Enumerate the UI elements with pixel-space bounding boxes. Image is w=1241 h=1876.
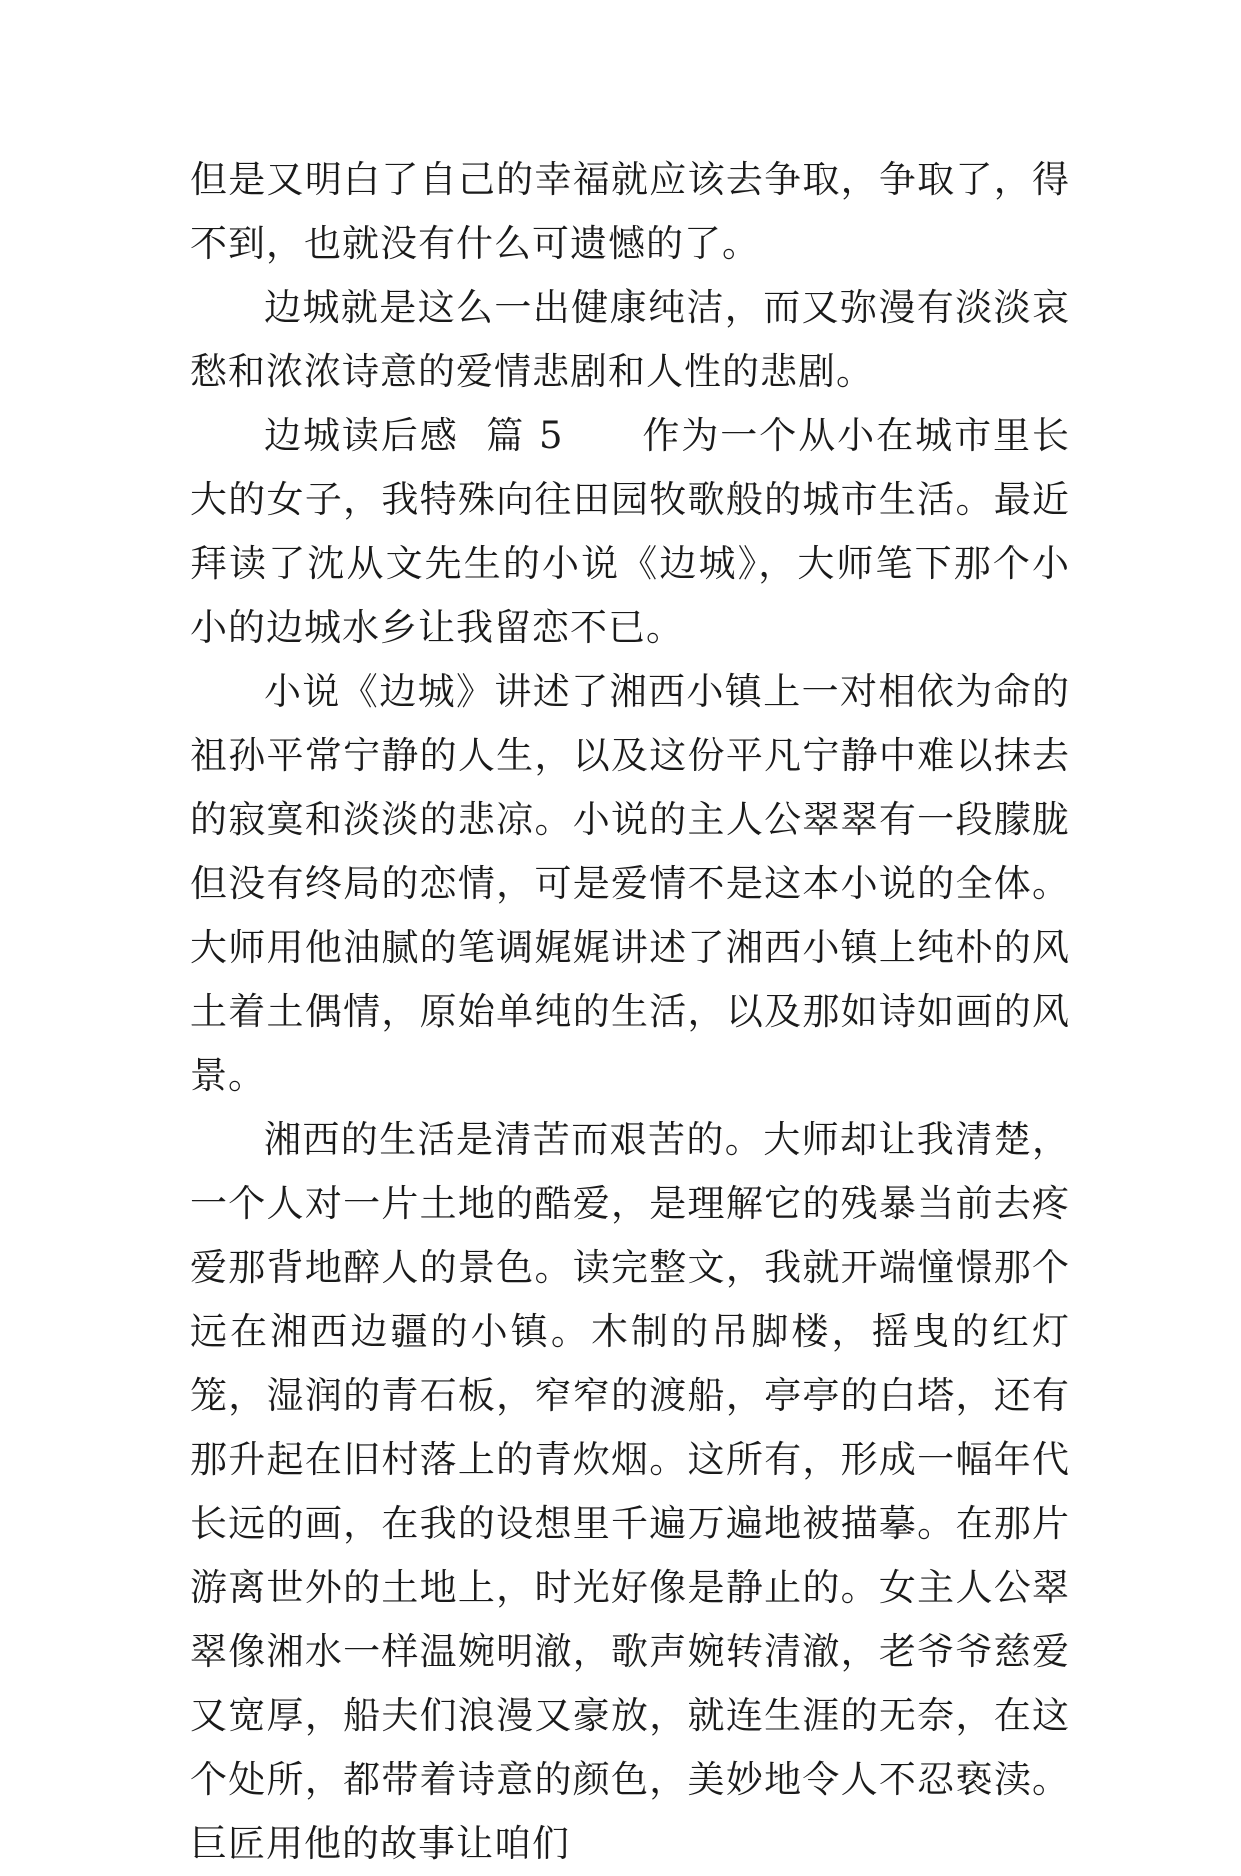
document-body — [190, 148, 1070, 1876]
paragraph-4: 小说《边城》讲述了湘西小镇上一对相依为命的祖孙平常宁静的人生，以及这份平凡宁静中难以抹去的寂寞和淡淡的悲凉。小说的主人公翠翠有一段朦胧但没有终局的恋情，可是爱情不是这本小说的全体。大师用他油腻的笔调娓娓讲述了湘西小镇上纯朴的风土着土偶情，原始单纯的生活，以及那如诗如画的风景。 — [190, 670, 1070, 1097]
paragraph-1: 但是又明白了自己的幸福就应该去争取，争取了，得不到，也就没有什么可遗憾的了。 — [190, 158, 1070, 265]
paragraph-2: 边城就是这么一出健康纯洁，而又弥漫有淡淡哀愁和浓浓诗意的爱情悲剧和人性的悲剧。 — [190, 286, 1070, 393]
paragraph-3: 边城读后感 篇 5 作为一个从小在城市里长大的女子，我特殊向往田园牧歌般的城市生活。最近拜读了沈从文先生的小说《边城》，大师笔下那个小小的边城水乡让我留恋不已。 — [190, 414, 1070, 649]
paragraph-5: 湘西的生活是清苦而艰苦的。大师却让我清楚，一个人对一片土地的酷爱，是理解它的残暴当前去疼爱那背地醉人的景色。读完整文，我就开端憧憬那个远在湘西边疆的小镇。木制的吊脚楼，摇曳的红灯笼，湿润的青石板，窄窄的渡船，亭亭的白塔，还有那升起在旧村落上的青炊烟。这所有，形成一幅年代长远的画，在我的设想里千遍万遍地被描摹。在那片游离世外的土地上，时光好像是静止的。女主人公翠翠像湘水一样温婉明澈，歌声婉转清澈，老爷爷慈爱又宽厚，船夫们浪漫又豪放，就连生涯的无奈，在这个处所，都带着诗意的颜色，美妙地令人不忍亵渎。巨匠用他的故事让咱们 — [190, 1118, 1070, 1865]
